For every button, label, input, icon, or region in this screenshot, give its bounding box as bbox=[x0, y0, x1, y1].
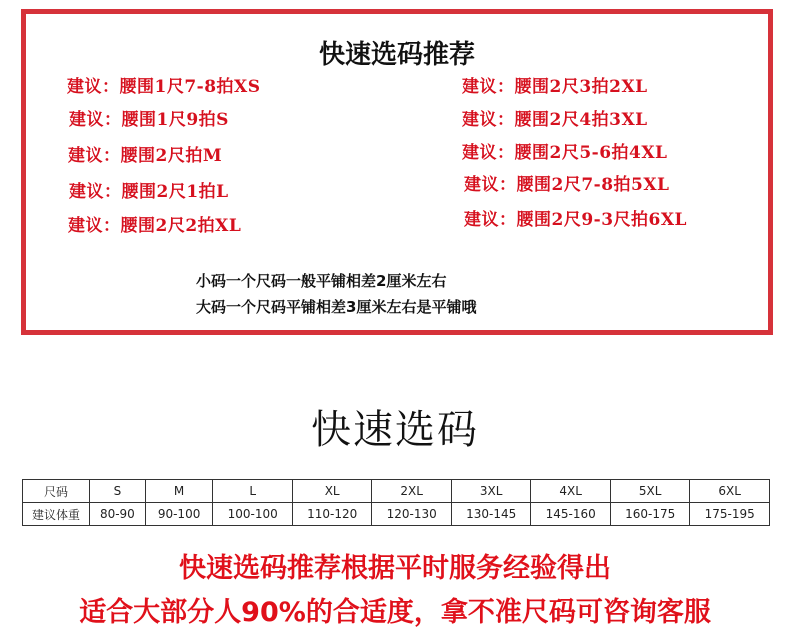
footer-line-2: 适合大部分人90%的合适度，拿不准尺码可咨询客服 bbox=[79, 597, 711, 628]
suggestion-s: 建议：腰围1尺9拍S bbox=[69, 110, 229, 130]
footer-line-1: 快速选码推荐根据平时服务经验得出 bbox=[179, 553, 611, 584]
table-cell: L bbox=[213, 480, 293, 503]
table-cell: S bbox=[90, 480, 146, 503]
section-title: 快速选码 bbox=[311, 407, 479, 453]
table-cell: 90-100 bbox=[145, 503, 213, 526]
table-cell: 3XL bbox=[451, 480, 531, 503]
table-cell: 175-195 bbox=[690, 503, 770, 526]
suggestion-l: 建议：腰围2尺1拍L bbox=[69, 182, 229, 202]
table-cell: XL bbox=[292, 480, 372, 503]
table-cell: 120-130 bbox=[372, 503, 452, 526]
suggestion-xl: 建议：腰围2尺2拍XL bbox=[68, 216, 242, 236]
recommendation-box bbox=[21, 9, 773, 335]
note-small-sizes: 小码一个尺码一般平铺相差2厘米左右 bbox=[196, 272, 447, 290]
table-cell: 5XL bbox=[610, 480, 690, 503]
note-large-sizes: 大码一个尺码平铺相差3厘米左右是平铺哦 bbox=[196, 298, 477, 316]
suggestion-5xl: 建议：腰围2尺7-8拍5XL bbox=[464, 175, 670, 195]
table-cell: 110-120 bbox=[292, 503, 372, 526]
suggestion-6xl: 建议：腰围2尺9-3尺拍6XL bbox=[464, 210, 688, 230]
table-cell: 160-175 bbox=[610, 503, 690, 526]
table-cell: 4XL bbox=[531, 480, 611, 503]
table-cell: 2XL bbox=[372, 480, 452, 503]
size-table bbox=[22, 479, 770, 526]
table-cell: 6XL bbox=[690, 480, 770, 503]
table-row bbox=[23, 480, 770, 503]
table-cell: 80-90 bbox=[90, 503, 146, 526]
table-cell: 100-100 bbox=[213, 503, 293, 526]
table-header-cell: 建议体重 bbox=[23, 503, 90, 526]
suggestion-2xl: 建议：腰围2尺3拍2XL bbox=[462, 77, 648, 97]
suggestion-m: 建议：腰围2尺拍M bbox=[68, 146, 223, 166]
suggestion-xs: 建议：腰围1尺7-8拍XS bbox=[67, 77, 261, 97]
table-cell: 145-160 bbox=[531, 503, 611, 526]
box-title: 快速选码推荐 bbox=[318, 40, 475, 70]
table-header-cell: 尺码 bbox=[23, 480, 90, 503]
table-row bbox=[23, 503, 770, 526]
suggestion-4xl: 建议：腰围2尺5-6拍4XL bbox=[462, 143, 668, 163]
table-cell: M bbox=[145, 480, 213, 503]
table-cell: 130-145 bbox=[451, 503, 531, 526]
suggestion-3xl: 建议：腰围2尺4拍3XL bbox=[462, 110, 648, 130]
